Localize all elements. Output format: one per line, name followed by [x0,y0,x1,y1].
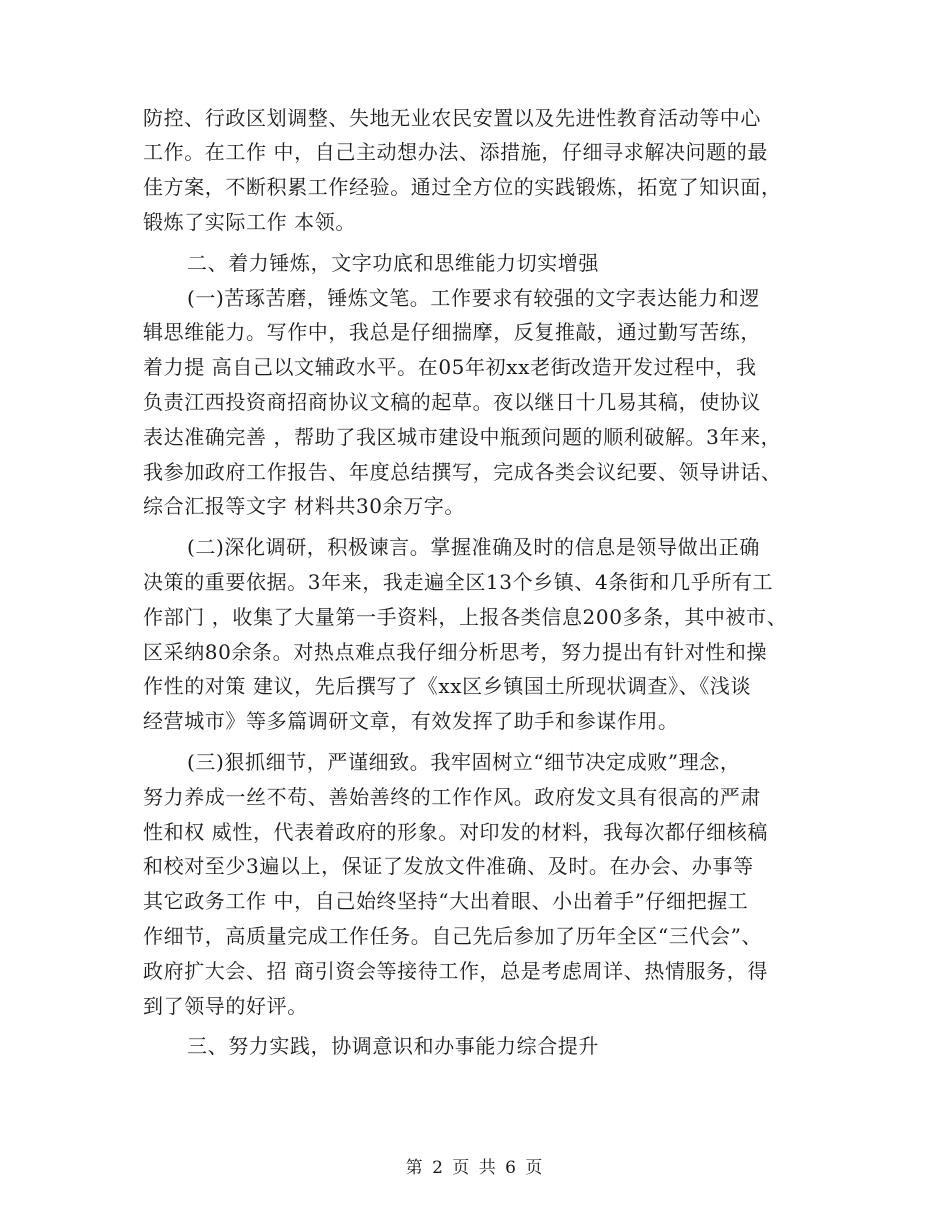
paragraph-line: 作细节，高质量完成工作任务。自己先后参加了历年全区“三代会”、 [143,924,763,948]
paragraph-line: 我参加政府工作报告、年度总结撰写，完成各类会议纪要、领导讲话、 [143,460,782,484]
paragraph-line: 防控、行政区划调整、失地无业农民安置以及先进性教育活动等中心 [143,106,761,130]
paragraph-line: 综合汇报等文字 材料共30余万字。 [143,494,466,518]
paragraph-line: 到了领导的好评。 [143,994,308,1018]
paragraph-line: 其它政务工作 中，自己始终坚持“大出着眼、小出着手”仔细把握工 [143,889,749,913]
paragraph-line: 表达准确完善 ，帮助了我区城市建设中瓶颈问题的顺利破解。3年来， [143,425,782,449]
paragraph-heading-line: (二)深化调研，积极谏言。掌握准确及时的信息是领导做出正确 [187,535,761,559]
paragraph-line: 经营城市》等多篇调研文章，有效发挥了助手和参谋作用。 [143,709,679,733]
paragraph-line: 作部门 ，收集了大量第一手资料，上报各类信息200多条，其中被市、 [143,605,788,629]
paragraph-heading-line: (一)苦琢苦磨，锤炼文笔。工作要求有较强的文字表达能力和逻 [187,286,761,310]
paragraph-line: 锻炼了实际工作 本领。 [143,210,356,234]
paragraph-heading-line: (三)狠抓细节，严谨细致。我牢固树立“细节决定成败”理念， [187,750,741,774]
paragraph-heading-line: 三、努力实践，协调意识和办事能力综合提升 [187,1034,599,1058]
paragraph-line: 区采纳80余条。对热点难点我仔细分析思考，努力提出有针对性和操 [143,640,768,664]
paragraph-line: 作性的对策 建议，先后撰写了《xx区乡镇国土所现状调查》、《浅谈 [143,674,752,698]
paragraph-line: 性和权 威性，代表着政府的形象。对印发的材料，我每次都仔细核稿 [143,820,768,844]
paragraph-line: 政府扩大会、招 商引资会等接待工作，总是考虑周详、热情服务，得 [143,959,768,983]
paragraph-line: 努力养成一丝不苟、善始善终的工作作风。政府发文具有很高的严肃 [143,785,761,809]
paragraph-line: 佳方案，不断积累工作经验。通过全方位的实践锻炼，拓宽了知识面， [143,175,782,199]
paragraph-line: 和校对至少3遍以上，保证了发放文件准确、及时。在办会、办事等 [143,854,754,878]
paragraph-heading-line: 二、着力锤炼，文字功底和思维能力切实增强 [187,251,599,275]
paragraph-line: 工作。在工作 中，自己主动想办法、添措施，仔细寻求解决问题的最 [143,140,768,164]
paragraph-line: 着力提 高自己以文辅政水平。在05年初xx老街改造开发过程中，我 [143,355,757,379]
paragraph-line: 辑思维能力。写作中，我总是仔细揣摩，反复推敲，通过勤写苦练， [143,320,761,344]
page-number-footer: 第 2 页 共 6 页 [405,1158,545,1178]
paragraph-line: 决策的重要依据。3年来，我走遍全区13个乡镇、4条街和几乎所有工 [143,570,774,594]
paragraph-line: 负责江西投资商招商协议文稿的起草。夜以继日十几易其稿，使协议 [143,390,761,414]
